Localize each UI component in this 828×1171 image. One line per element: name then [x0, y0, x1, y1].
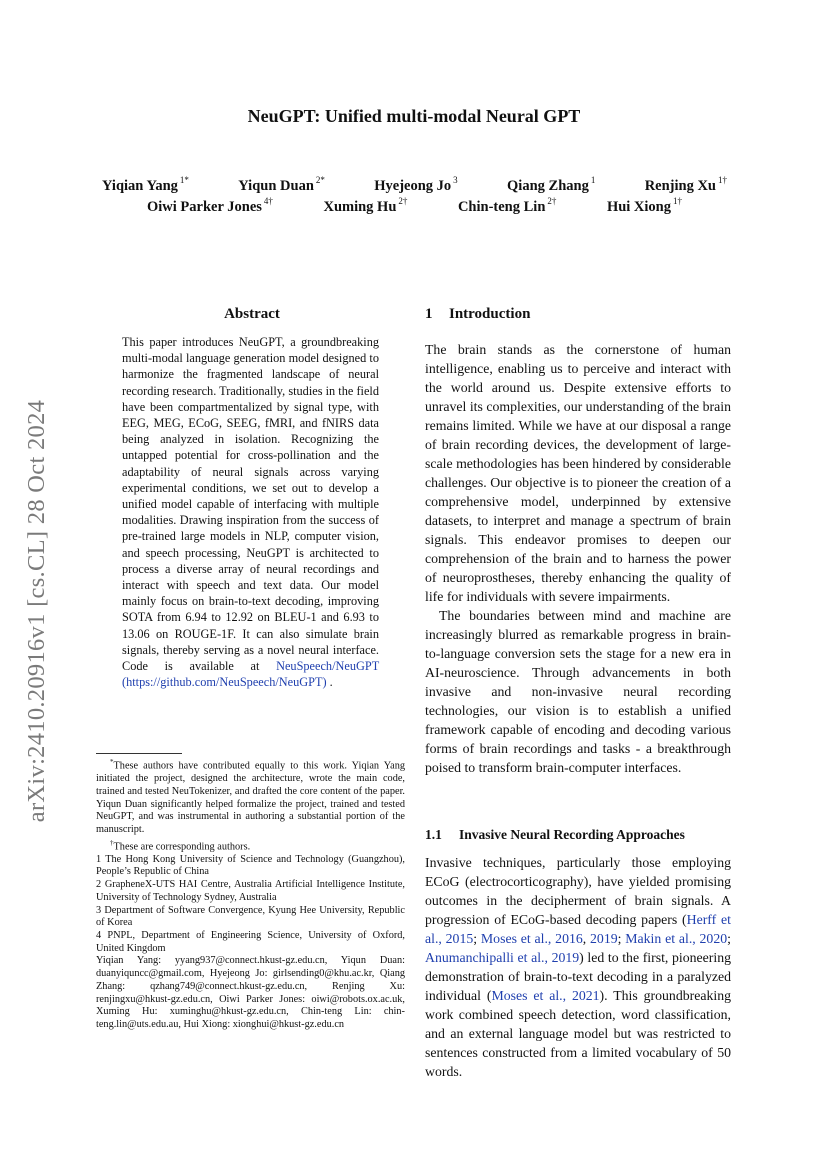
affiliation-1: 1 The Hong Kong University of Science and Technology (Guangzhou), People’s Republic of China: [96, 853, 405, 878]
intro-paragraph-2: The boundaries between mind and machine are increasingly blurred as remarkable progress in brain-to-language conversion sets the stage for a new era in AI-neuroscience. Through advancements in both invasive and non-invasive neural recording technologies, our vision is to establish a unified framework capable of encoding and decoding various forms of brain recordings and tasks - a breakthrough poised to transform brain-computer interfaces.: [425, 608, 731, 775]
arxiv-sidebar: [12, 362, 62, 860]
footnote-rule: [96, 753, 182, 754]
intro-paragraph-1: The brain stands as the cornerstone of human intelligence, enabling us to perceive and interact with the world around us. Despite extensive efforts to unravel its complexities, our understanding of the brain remains limited. While we have at our disposal a range of brain recording devices, the development of large-scale methodologies has been hindered by considerable challenges. Our objective is to pioneer the creation of a comprehensive model, underpinned by extensive datasets, to interpret and manage a spectrum of brain signals. This endeavor promises to deepen our comprehension of the brain and to harness the power of neuroprostheses, thereby enhancing the quality of life for individuals with severe impairments.: [425, 342, 731, 604]
invasive-body: [425, 853, 731, 1081]
author: Qiang Zhang $^1$: [507, 175, 596, 194]
citation-anumanchipalli-2019[interactable]: Anumanchipalli et al., 2019: [425, 950, 580, 965]
citation-moses-2016[interactable]: Moses et al., 2016: [480, 931, 583, 946]
affiliation-2: 2 GrapheneX-UTS HAI Centre, Australia Artificial Intelligence Institute, University of Technology Sydney, Australia: [96, 879, 405, 903]
author: Renjing Xu $^{1\dagger}$: [644, 175, 727, 194]
citation-herff-2015[interactable]: Herff et al., 2015: [425, 912, 731, 946]
citation-moses-2021[interactable]: Moses et al., 2021: [491, 988, 600, 1003]
code-link[interactable]: NeuSpeech/NeuGPT: [276, 659, 379, 674]
citation-makin-2020[interactable]: Makin et al., 2020: [625, 931, 728, 946]
abstract-heading: Abstract: [224, 306, 280, 322]
author: Yiqian Yang $^{1*}$: [102, 175, 189, 194]
author: Chin-teng Lin $^{2\dagger}$: [457, 196, 557, 215]
section-heading-introduction: 1 Introduction: [425, 306, 531, 322]
author: Oiwi Parker Jones $^{4\dagger}$: [147, 196, 273, 215]
citation-moses-2019[interactable]: 2019: [590, 931, 618, 946]
abstract-body: This paper introduces NeuGPT, a groundbreaking multi-modal language generation model designed to harmonize the fragmented landscape of neural recording research. Traditionally, studies in the field have been compartmentalized by signal type, with EEG, MEG, ECoG, SEEG, fMRI, and fNIRS data being analyzed in isolation. Recognizing the untapped potential for cross-pollination and the adaptability of neural signals across varying experimental conditions, we set out to develop a unified model capable of interfacing with multiple modalities. Drawing inspiration from the success of pre-trained large models in NLP, computer vision, and speech processing, NeuGPT is architected to process a diverse array of neural recordings and interact with speech and text data. Our model mainly focus on brain-to-text decoding, improving SOTA from 6.94 to 12.92 on BLEU-1 and 6.93 to 13.06 on ROUGE-1F. It can also simulate brain signals, thereby serving as a novel neural interface. Code is available at NeuSpeech/NeuGPT (https://github.com/NeuSpeech/NeuGPT) .: [122, 335, 379, 690]
footnotes: [96, 756, 405, 1032]
footnote-equal-contribution: *These authors have contributed equally to this work. Yiqian Yang initiated the project, designed the architecture, wrote the main code, trained and tested NeuTokenizer, and drafted the core content of the paper. Yiqun Duan significantly helped formalize the project, trained and tested NeuGPT, and was instrumental in authoring a substantial portion of the manuscript.: [96, 758, 405, 835]
affiliation-3: 3 Department of Software Convergence, Kyung Hee University, Republic of Korea: [96, 904, 405, 929]
introduction-body: [425, 340, 731, 777]
author: Yiqun Duan $^{2*}$: [238, 175, 325, 194]
author: Hui Xiong $^{1\dagger}$: [606, 196, 682, 215]
affiliation-4: 4 PNPL, Department of Engineering Science, University of Oxford, United Kingdom: [96, 929, 405, 954]
author: Hyejeong Jo $^3$: [374, 175, 458, 194]
author: Xuming Hu $^{2\dagger}$: [323, 196, 408, 215]
paper-title: NeuGPT: Unified multi-modal Neural GPT: [247, 106, 581, 126]
author-row-2: [147, 197, 682, 216]
github-url-link[interactable]: (https://github.com/NeuSpeech/NeuGPT): [122, 675, 327, 690]
invasive-paragraph: Invasive techniques, particularly those employing ECoG (electrocorticography), have yielded promising outcomes in the decipherment of brain signals. A progression of ECoG-based decoding papers (Herff et al., 2015; Moses et al., 2016, 2019; Makin et al., 2020; Anumanchipalli et al., 2019) led to the first, pioneering demonstration of brain-to-text decoding in a paralyzed individual (Moses et al., 2021). This groundbreaking work combined speech detection, word classification, and an external language model but was restricted to sentences constructed from a limited vocabulary of 50 words.: [425, 855, 731, 1079]
footnote-corresponding: †These are corresponding authors.: [110, 838, 251, 853]
author-emails: Yiqian Yang: yyang937@connect.hkust-gz.edu.cn, Yiqun Duan: duanyiquncc@gmail.com, Hyejeong Jo: girlsending0@khu.ac.kr, Qiang Zhang: qzhang749@connect.hkust-gz.edu.cn, Renjing Xu: renjingxu@hkust-gz.edu.cn, Oiwi Parker Jones: oiwi@robots.ox.ac.uk, Xuming Hu: xuminghu@hkust-gz.edu.cn, Chin-teng Lin: chin-teng.lin@uts.edu.au, Hui Xiong: xionghui@hkust-gz.edu.cn: [96, 955, 405, 1030]
subsection-heading-invasive: 1.1 Invasive Neural Recording Approaches: [425, 827, 685, 842]
author-row-1: [102, 176, 727, 195]
arxiv-id: arXiv:2410.20916v1 [cs.CL] 28 Oct 2024: [23, 399, 50, 823]
